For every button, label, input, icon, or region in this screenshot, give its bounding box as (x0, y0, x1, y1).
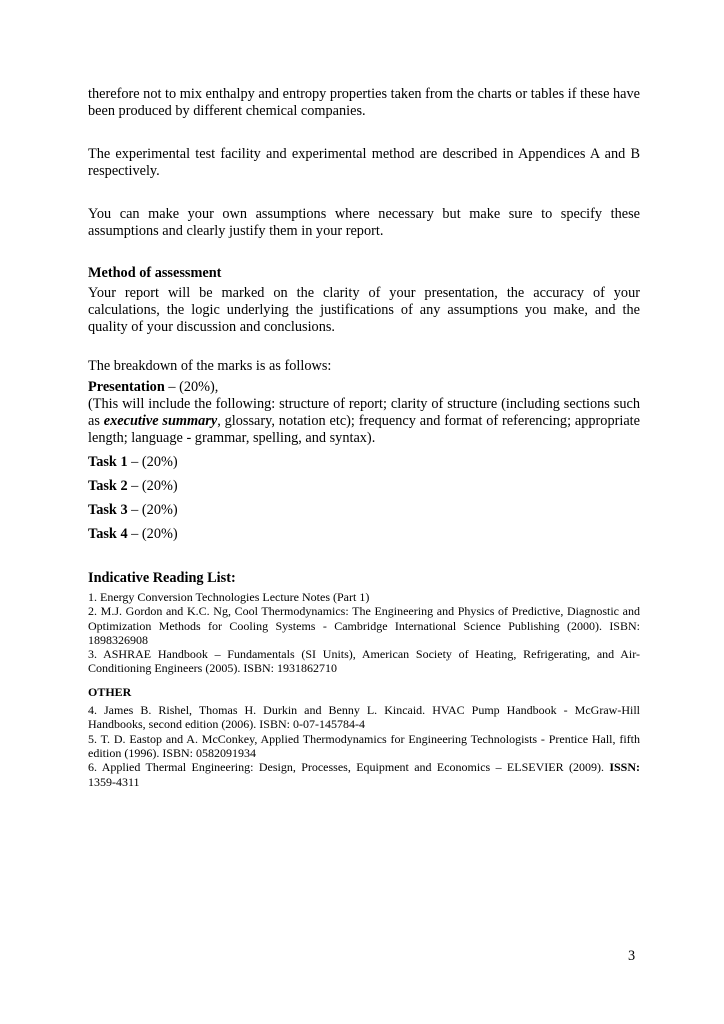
paragraph-appendices: The experimental test facility and experimental method are described in Appendices A and B respectively. (88, 146, 640, 179)
paragraph-enthalpy-note: therefore not to mix enthalpy and entropy properties taken from the charts or tables if these have been produced by different chemical companies. (88, 86, 640, 119)
task-3-mark: Task 3 – (20%) (88, 502, 178, 518)
document-page (88, 86, 640, 789)
executive-summary-emphasis: executive summary (103, 413, 218, 429)
reading-item-6: 6. Applied Thermal Engineering: Design, Processes, Equipment and Economics – ELSEVIER (2009). ISSN: 1359-4311 (88, 760, 640, 789)
presentation-mark (88, 379, 640, 396)
reading-item: 1. Energy Conversion Technologies Lecture Notes (Part 1) (88, 590, 370, 604)
presentation-label: Presentation (88, 379, 165, 395)
task-1-mark: Task 1 – (20%) (88, 454, 178, 470)
reading-item: 2. M.J. Gordon and K.C. Ng, Cool Thermodynamics: The Engineering and Physics of Predictive, Diagnostic and Optimization Methods for Cooling Systems - Cambridge International Science Publishing (2000). ISBN: 1898326908 (88, 604, 640, 647)
presentation-percent: – (20%), (164, 379, 219, 395)
task-2-mark: Task 2 – (20%) (88, 478, 178, 494)
reading-item: 4. James B. Rishel, Thomas H. Durkin and Benny L. Kincaid. HVAC Pump Handbook - McGraw-Hill Handbooks, second edition (2006). ISBN: 0-07-145784-4 (88, 703, 640, 732)
reading-item: 5. T. D. Eastop and A. McConkey, Applied Thermodynamics for Engineering Technologists - Prentice Hall, fifth edition (1996). ISBN: 0582091934 (88, 731, 640, 760)
assessment-body: Your report will be marked on the clarity of your presentation, the accuracy of your calculations, the logic underlying the justifications of any assumptions you make, and the quality of your discussion and conclusions. (88, 285, 640, 335)
page-number: 3 (628, 948, 636, 964)
reading-list (88, 590, 640, 676)
task-4-mark: Task 4 – (20%) (88, 526, 178, 542)
breakdown-intro: The breakdown of the marks is as follows: (88, 358, 332, 374)
other-heading: OTHER (88, 684, 132, 699)
reading-list-heading: Indicative Reading List: (88, 570, 236, 586)
other-reading-list (88, 703, 640, 789)
assessment-heading: Method of assessment (88, 265, 222, 281)
presentation-note: (This will include the following: structure of report; clarity of structure (including sections such as executive summary, glossary, notation etc); frequency and format of referencing; appropriate length; language - grammar, spelling, and syntax). (88, 396, 640, 446)
reading-item: 3. ASHRAE Handbook – Fundamentals (SI Units), American Society of Heating, Refrigerating, and Air-Conditioning Engineers (2005). ISBN: 1931862710 (88, 647, 640, 676)
paragraph-assumptions: You can make your own assumptions where necessary but make sure to specify these assumptions and clearly justify them in your report. (88, 206, 640, 239)
